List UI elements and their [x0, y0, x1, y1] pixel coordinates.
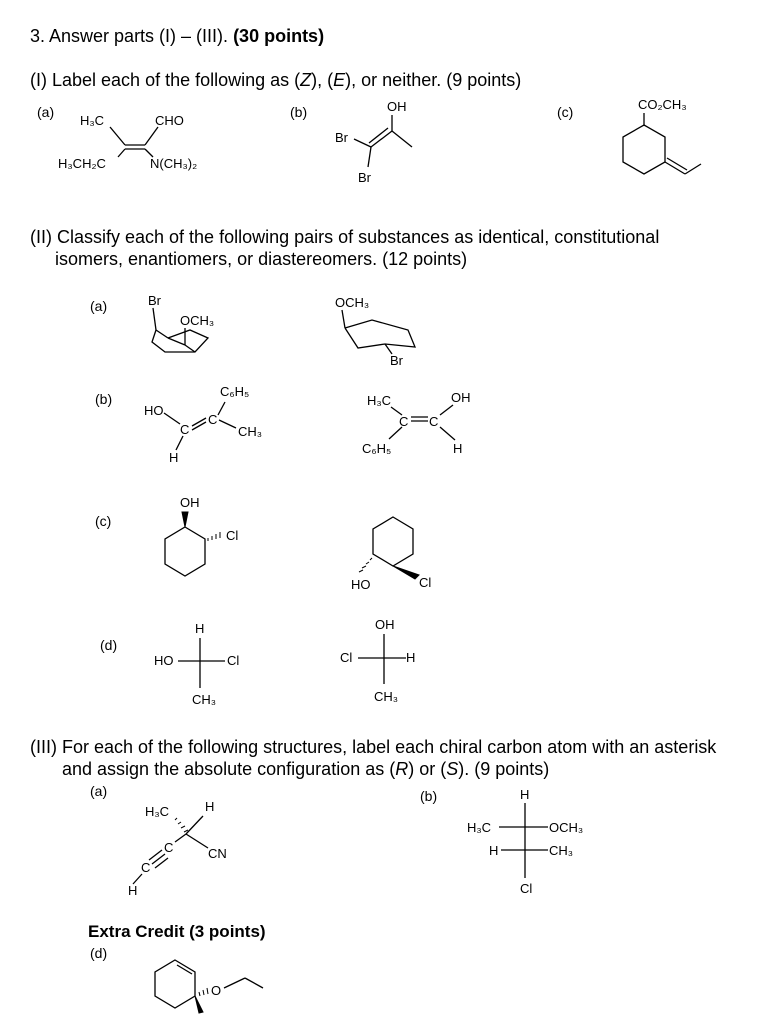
part3-line1: (III) For each of the following structures, label each chiral carbon atom with an asterisk	[30, 737, 717, 757]
extra-label-d: (d)	[90, 945, 108, 961]
2d-h: H	[195, 621, 205, 636]
2b-ho: HO	[144, 403, 164, 418]
2c-cl-b: Cl	[419, 575, 432, 590]
part1-z: Z	[300, 70, 312, 90]
3a-cn: CN	[208, 846, 227, 861]
1a-nme2: N(CH₃)₂	[150, 156, 198, 171]
part3-mid: ) or (	[408, 759, 447, 779]
part1-label-a: (a)	[37, 104, 55, 120]
extra-o: O	[211, 983, 222, 998]
2b-oh: OH	[451, 390, 471, 405]
molecule-1c	[610, 92, 730, 192]
part1-label-b: (b)	[290, 104, 308, 120]
2b-c1: C	[180, 422, 190, 437]
3a-c2: C	[141, 860, 151, 875]
part2-label-a: (a)	[90, 298, 108, 314]
extra-credit-title: Extra Credit (3 points)	[88, 922, 266, 941]
molecule-3a	[120, 792, 240, 902]
part3-pre: and assign the absolute configuration as (	[62, 759, 396, 779]
1b-oh: OH	[387, 99, 407, 114]
1a-h3c: H₃C	[80, 113, 105, 128]
1b-br1: Br	[335, 130, 348, 145]
part2-line1: (II) Classify each of the following pairs of substances as identical, constitutional	[30, 227, 660, 247]
2d-h-b: H	[406, 650, 416, 665]
2a-br: Br	[148, 293, 161, 308]
3b-h2: H	[489, 843, 499, 858]
molecule-2d-right	[338, 614, 438, 709]
2c-oh: OH	[180, 495, 200, 510]
part2-label-b: (b)	[95, 391, 113, 407]
2d-ch3-b: CH₃	[374, 689, 399, 704]
2b-c6h5-b: C₆H₅	[362, 441, 392, 456]
part3-label-b: (b)	[420, 788, 438, 804]
molecule-extra	[145, 952, 285, 1022]
question-points: (30 points)	[233, 26, 325, 46]
3a-h2: H	[128, 883, 138, 898]
3b-och3: OCH₃	[549, 820, 584, 835]
molecule-2a-left	[140, 290, 250, 370]
question-header	[30, 26, 324, 47]
part1-e: E	[333, 70, 346, 90]
molecule-2a-right	[330, 292, 440, 372]
molecule-2c-right	[348, 512, 448, 597]
part1-instruction	[30, 70, 521, 91]
question-number: 3. Answer parts (I) – (III).	[30, 26, 234, 46]
3b-h: H	[520, 787, 530, 802]
2b-c2: C	[208, 412, 218, 427]
1c-co2ch3: CO₂CH₃	[638, 97, 687, 112]
part1-mid: ), (	[311, 70, 334, 90]
2a-och3: OCH₃	[180, 313, 215, 328]
2c-ho: HO	[351, 577, 371, 592]
part3-label-a: (a)	[90, 783, 108, 799]
1a-cho: CHO	[155, 113, 184, 128]
2d-ho: HO	[154, 653, 174, 668]
2c-cl: Cl	[226, 528, 239, 543]
3a-h: H	[205, 799, 215, 814]
2a-br-b: Br	[390, 353, 403, 368]
3a-c1: C	[164, 840, 174, 855]
part1-label-c: (c)	[557, 104, 574, 120]
2b-c6h5: C₆H₅	[220, 384, 250, 399]
molecule-2b-left	[140, 380, 280, 470]
3b-ch3: CH₃	[549, 843, 574, 858]
molecule-1a	[50, 105, 250, 185]
2d-cl-b: Cl	[340, 650, 353, 665]
3b-cl: Cl	[520, 881, 533, 896]
2a-och3-b: OCH₃	[335, 295, 370, 310]
molecule-2c-left	[160, 492, 260, 592]
1a-h3ch2c: H₃CH₂C	[58, 156, 106, 171]
2b-c4: C	[429, 414, 439, 429]
2b-h3c: H₃C	[367, 393, 392, 408]
part1-suffix: ), or neither. (9 points)	[345, 70, 522, 90]
molecule-1b	[330, 95, 430, 185]
molecule-2d-left	[150, 618, 250, 713]
2d-ch3: CH₃	[192, 692, 217, 707]
part3-post: ). (9 points)	[458, 759, 550, 779]
3b-h3c: H₃C	[467, 820, 492, 835]
part2-label-c: (c)	[95, 513, 112, 529]
part3-s: S	[446, 759, 459, 779]
2b-ch3: CH₃	[238, 424, 263, 439]
1b-br2: Br	[358, 170, 371, 185]
part2-label-d: (d)	[100, 637, 118, 653]
2b-h-b: H	[453, 441, 463, 456]
2d-cl: Cl	[227, 653, 240, 668]
part3-r: R	[395, 759, 409, 779]
2b-c3: C	[399, 414, 409, 429]
2d-oh: OH	[375, 617, 395, 632]
part2-line2: isomers, enantiomers, or diastereomers. (12 points)	[55, 249, 468, 269]
2b-h: H	[169, 450, 179, 465]
3a-h3c: H₃C	[145, 804, 170, 819]
part3-line2	[62, 759, 549, 780]
molecule-3b	[465, 786, 605, 901]
molecule-2b-right	[362, 385, 485, 470]
part1-prefix: (I) Label each of the following as (	[30, 70, 301, 90]
